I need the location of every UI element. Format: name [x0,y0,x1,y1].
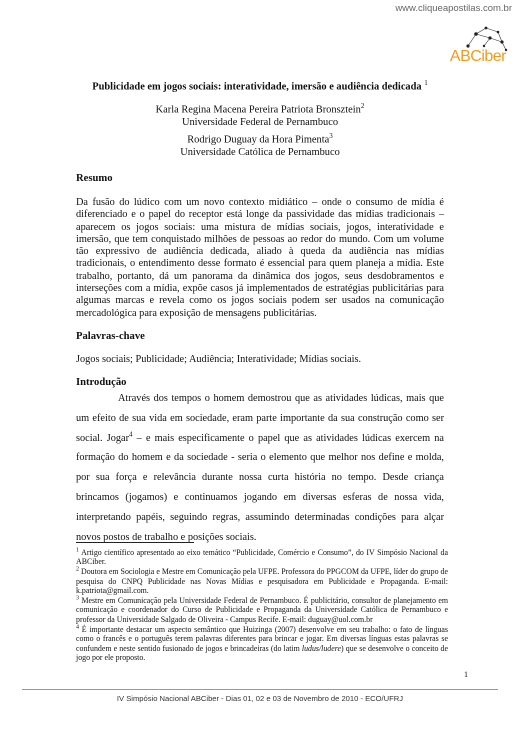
author-block [0,100,520,159]
author-2-affiliation: Universidade Católica de Pernambuco [180,146,340,158]
footnote-divider [76,542,194,543]
author-2-name: Rodrigo Duguay da Hora Pimenta$^3$ [187,131,333,146]
introducao-heading: Introdução [76,377,127,388]
resumo-text: Da fusão do lúdico com um novo contexto midiático – onde o consumo de mídia é diferenciado e o papel do receptor está longe da passividade das mídias tradicionais – aparecem os jogos sociais: uma mistura de mídias sociais, jogos, interatividade e imersão, que tem conquistado milhões de pessoas ao redor do mundo. Com um volume tão expressivo de audiência dedicada, aliado à queda da audiência nas mídias tradicionais, o entendimento desse formato é essencial para quem planeja a mídia. Este trabalho, portanto, dá um panorama da dinâmica dos jogos, seus desdobramentos e interseções com a mídia, expõe casos já implementados de estratégias publicitárias para algumas marcas e revela como os jogos sociais podem ser usados na comunicação mercadológica para exposição de mensagens publicitárias. [76,197,444,319]
footnote-1: $^1$ Artigo científico apresentado ao eixo temático “Publicidade, Comércio e Consumo”, do IV Simpósio Nacional da ABCiber. [76,547,448,567]
paper-title: Publicidade em jogos sociais: interatividade, imersão e audiência dedicada $^1$ [92,79,428,93]
watermark-url: www.cliqueapostilas.com.br [395,3,512,14]
footnote-4: $^4$ É importante destacar um aspecto semântico que Huizinga (2007) desenvolve em seu trabalho: o fato de línguas como o francês e o português terem palavras diferentes para brincar e jogar. Em diversas línguas estas palavras se confundem e neste sentido fusionado de jogos e brincadeiras (do latim ludus/ludere) que se desenvolve o conceito de jogo por ele proposto. [76,624,449,662]
footnotes [76,548,448,663]
footnote-3: $^3$ Mestre em Comunicação pela Universidade Federal de Pernambuco. É publicitário, consultor de planejamento em comunicação e coordenador do Curso de Publicidade e Propaganda da Universidade Católica de Pernambuco e professor da Universidade Salgado de Oliveira - Campus Recife. E-mail: duguay@uol.com.br [76,595,448,624]
footnote-ref-4: 4 [129,430,133,439]
introducao-text: Através dos tempos o homem demostrou que as atividades lúdicas, mais que um efeito de sua vida em sociedade, eram parte importante da sua construção como ser social. Jogar$^4$ – e mais especificamente o papel que as atividades lúdicas exercem na formação do homem e da sociedade - seria o elemento que melhor nos define e molda, por sua força e relevância durante nossa curta história no tempo. Desde criança brincamos (jogamos) e continuamos jogando em diversas esferas de nossa vida, interpretando papéis, seguindo regras, assumindo determinadas condições para alçar novos postos de trabalho e posições sociais. [76,393,444,543]
page-footer: IV Simpósio Nacional ABCiber - Dias 01, 02 e 03 de Novembro de 2010 - ECO/UFRJ [116,694,404,703]
resumo-heading: Resumo [76,173,113,184]
abciber-logo-text: ABCiber [449,48,506,65]
footer-divider [22,689,498,690]
page-number: 1 [464,670,468,679]
footnote-2: $^2$ Doutora em Sociologia e Mestre em Comunicação pela UFPE. Professora do PPGCOM da UFPE, líder do grupo de pesquisa do CNPQ Publicidade nas Novas Mídias e pesquisadora em Publicidade e Propaganda. E-mail: k.patriota@gmail.com. [76,566,448,596]
keywords-heading: Palavras-chave [76,331,145,342]
author-1-name: Karla Regina Macena Pereira Patriota Bronsztein$^2$ [155,102,365,116]
author-1-affiliation: Universidade Federal de Pernambuco [181,117,339,129]
keywords-text: Jogos sociais; Publicidade; Audiência; Interatividade; Mídias sociais. [76,354,362,365]
footnote-ref-1: 1 [424,79,428,87]
